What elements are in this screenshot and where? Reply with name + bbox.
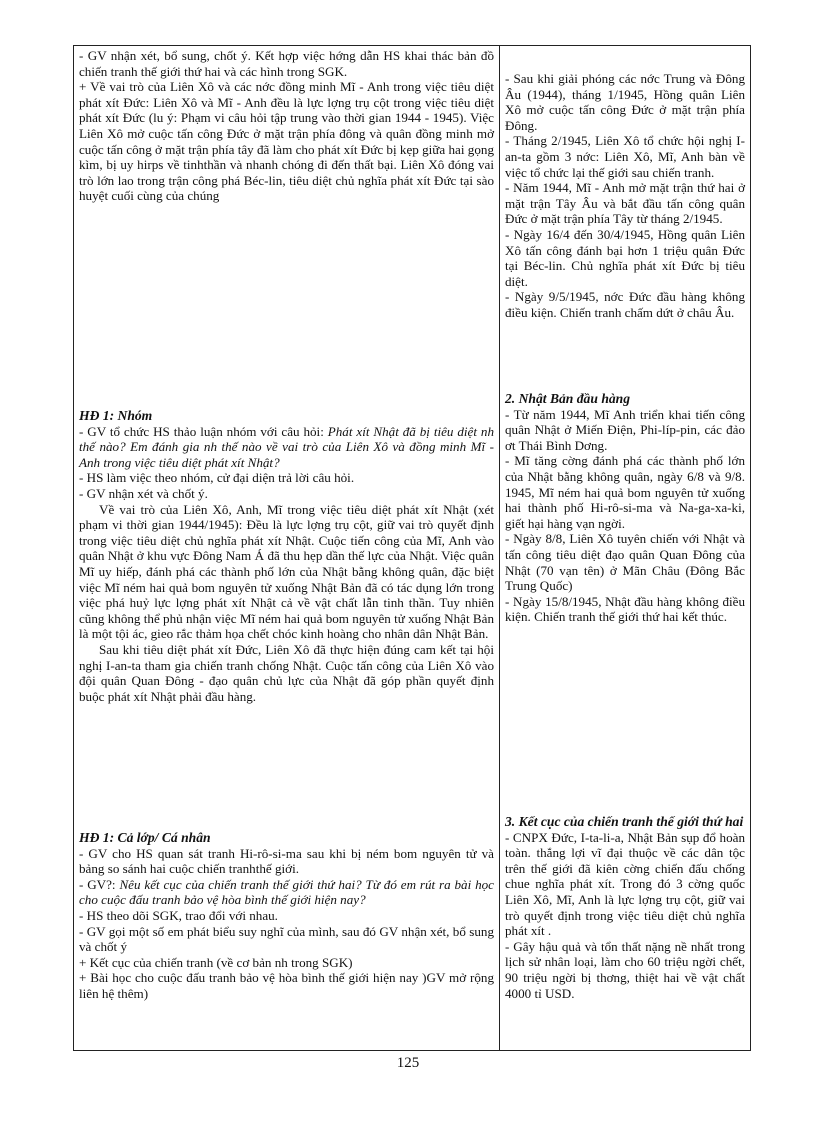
- right-section-1: [505, 71, 745, 321]
- left-line: - HS làm việc theo nhóm, cử đại diện trả lời câu hỏi.: [79, 470, 355, 486]
- left-paragraph: + Về vai trò của Liên Xô và các nớc đồng minh Mĩ - Anh trong việc tiêu diệt phát xít Đức: Liên Xô và Mĩ - Anh đều là lực lợng trụ cột trong việc tiêu diệt phát xít Đức (lu ý: Phạm vi câu hỏi tập trung vào thời gian 1944 - 1945). Việc Liên Xô mở cuộc tấn công Đức ở mặt trận phía đông và quân đồng minh mở cuộc tấn công ở mặt trận phía tây đã làm cho phát xít Đức bị kẹp giữa hai gọng kìm, bị uy hirps về tinhthần và nhanh chóng đi đến thất bại. Liên Xô đóng vai trò lớn lao trong trận công phá Béc-lin, tiêu diệt chủ nghĩa phát xít Đức tại sào huyệt cuối cùng của chúng: [79, 79, 494, 204]
- question-text: Nêu kết cục của chiến tranh thế giới thứ hai? Từ đó em rút ra bài học cho cuộc đấu tranh bảo vệ hòa bình thế giới hiện nay?: [79, 876, 494, 908]
- teacher-activity-column: [74, 46, 500, 1050]
- left-paragraph: Sau khi tiêu diệt phát xít Đức, Liên Xô đã thực hiện đúng cam kết tại hội nghị I-an-ta tham gia chiến tranh chống Nhật. Cuộc tấn công của Liên Xô vào đội quân Quan Đông - đạo quân chủ lực của Nhật đã góp phần quyết định buộc phát xít Nhật phải đầu hàng.: [79, 641, 494, 704]
- task-prefix: - GV tổ chức HS thảo luận nhóm với câu hỏi:: [79, 423, 328, 439]
- right-line: - Gây hậu quả và tổn thất nặng nề nhất trong lịch sử nhân loại, làm cho 60 triệu ngời chết, 90 triệu ngời bị thơng, thiệt hai về vật chất 4000 tỉ USD.: [505, 938, 745, 1001]
- right-line: - Sau khi giải phóng các nớc Trung và Đông Âu (1944), tháng 1/1945, Hồng quân Liên Xô mở cuộc tấn công Đức ở mặt trận phía Đông.: [505, 71, 745, 133]
- section-heading: HĐ 1: Cả lớp/ Cá nhân: [79, 830, 211, 845]
- right-line: - Từ năm 1944, Mĩ Anh triển khai tiến công quân Nhật ở Miến Điện, Phi-líp-pin, các đảo ơt Thái Bình Dơng.: [505, 406, 745, 453]
- right-line: - Ngày 9/5/1945, nớc Đức đầu hàng không điều kiện. Chiến tranh chấm dứt ở châu Âu.: [505, 289, 745, 320]
- left-paragraph: - GV nhận xét, bổ sung, chốt ý. Kết hợp việc hớng dẫn HS khai thác bản đồ chiến tranh thế giới thứ hai và các hình trong SGK.: [79, 48, 494, 79]
- question-prefix: - GV?:: [79, 876, 120, 892]
- right-section-3: [505, 814, 745, 1001]
- right-line: - Mĩ tăng cờng đánh phá các thành phố lớn của Nhật bằng không quân, ngày 6/8 và 9/8. 1945, Mĩ ném hai quả bom nguyên tử xuống hai thành phố Hi-rô-si-ma và Na-ga-xa-ki, giết hại hàng vạn ngời.: [505, 453, 745, 531]
- right-line: - Tháng 2/1945, Liên Xô tổ chức hội nghị I-an-ta gồm 3 nớc: Liên Xô, Mĩ, Anh bàn về việc tổ chức lại thế giới sau chiến tranh.: [505, 133, 745, 180]
- left-line: + Bài học cho cuộc đấu tranh bảo vệ hòa bình thế giới hiện nay )GV mở rộng liên hệ thêm): [79, 970, 494, 1001]
- group-task: [79, 424, 494, 471]
- left-line: - GV gọi một số em phát biểu suy nghĩ của mình, sau đó GV nhận xét, bổ sung và chốt ý: [79, 923, 494, 955]
- teacher-question: [79, 877, 494, 908]
- left-section-2: [79, 408, 494, 704]
- task-question: Phát xít Nhật đã bị tiêu diệt nh thế nào? Em đánh gia nh thế nào về vai trò của Liên Xô và đồng minh Mĩ - Anh trong việc tiêu diệt phát xít Nhật?: [79, 423, 495, 470]
- right-line: - Ngày 8/8, Liên Xô tuyên chiến với Nhật và tấn công tiêu diệt đạo quân Quan Đông của Nhật (70 vạn tên) ở Mãn Châu (Đông Bắc Trung Quốc): [505, 531, 745, 594]
- right-section-2: [505, 391, 745, 625]
- left-paragraph: Về vai trò của Liên Xô, Anh, Mĩ trong việc tiêu diệt phát xít Nhật (xét phạm vi thời gian 1944/1945): Đều là lực lợng trụ cột, giữ vai trò quyết định trong việc tiêu diệt chủ nghĩa phát xít Nhật. Cuộc tiến công của Mĩ, Anh vào quân Nhật ở khu vực Đông Nam Á đã thu hẹp dần thế lực của Nhật. Việc quân Mĩ uy hiếp, đánh phá các thành phố lớn của Nhật bằng không quân, đặc biệt việc Mĩ ném hai quả bom nguyên tử xuống Nhật Bản đã có tác dụng lớn trong việc phá huỷ lực lợng phát xít Nhật cả về vật chất lẫn tinh thần. Tuy nhiên cũng không thể phủ nhận việc Mĩ ném hai quả bom nguyên tử xuống Nhật Bản là một tội ác, gieo rắc thảm họa chết chóc kinh hoàng cho nhân dân Nhật Bản.: [79, 501, 494, 642]
- left-line: + Kết cục của chiến tranh (về cơ bản nh trong SGK): [79, 954, 353, 970]
- section-heading: 2. Nhật Bản đầu hàng: [505, 391, 631, 406]
- page-number: 125: [396, 1055, 420, 1071]
- left-line: - GV cho HS quan sát tranh Hi-rô-si-ma sau khi bị ném bom nguyên tử và bảng so sánh hai cuộc chiến tranhthế giới.: [79, 845, 494, 877]
- section-heading: HĐ 1: Nhóm: [79, 408, 153, 423]
- left-line: - HS theo dõi SGK, trao đổi với nhau.: [79, 907, 278, 923]
- left-section-3: [79, 830, 494, 1002]
- right-line: - CNPX Đức, I-ta-li-a, Nhật Bản sụp đổ hoàn toàn. thắng lợi vĩ đại thuộc về các dân tộc trên thế giới đã kiên cờng chiến đấu chống chue nghĩa phát xít. Trong đó 3 cờng quốc Liên Xô, Mĩ, Anh là lực lợng trụ cột, giữ vai trò quyết định trong việc tiêu diệt chủ nghĩa phát xít .: [505, 829, 745, 939]
- section-heading: 3. Kết cục của chiến tranh thế giới thứ hai: [505, 814, 744, 829]
- right-line: - Năm 1944, Mĩ - Anh mở mặt trận thứ hai ở mặt trận Tây Âu và bắt đầu tấn công quân Đức ở mặt trận phía Tây từ tháng 2/1945.: [505, 180, 745, 227]
- right-line: - Ngày 16/4 đến 30/4/1945, Hồng quân Liên Xô tấn công đánh bại hơn 1 triệu quân Đức tại Béc-lin. Chủ nghĩa phát xít Đức bị tiêu diệt.: [505, 226, 745, 289]
- right-line: - Ngày 15/8/1945, Nhật đầu hàng không điều kiện. Chiến tranh thế giới thứ hai kết thúc.: [505, 593, 745, 625]
- left-section-1: [79, 48, 494, 204]
- lesson-table: [73, 45, 751, 1051]
- content-column: [500, 46, 750, 1050]
- left-line: - GV nhận xét và chốt ý.: [79, 485, 208, 501]
